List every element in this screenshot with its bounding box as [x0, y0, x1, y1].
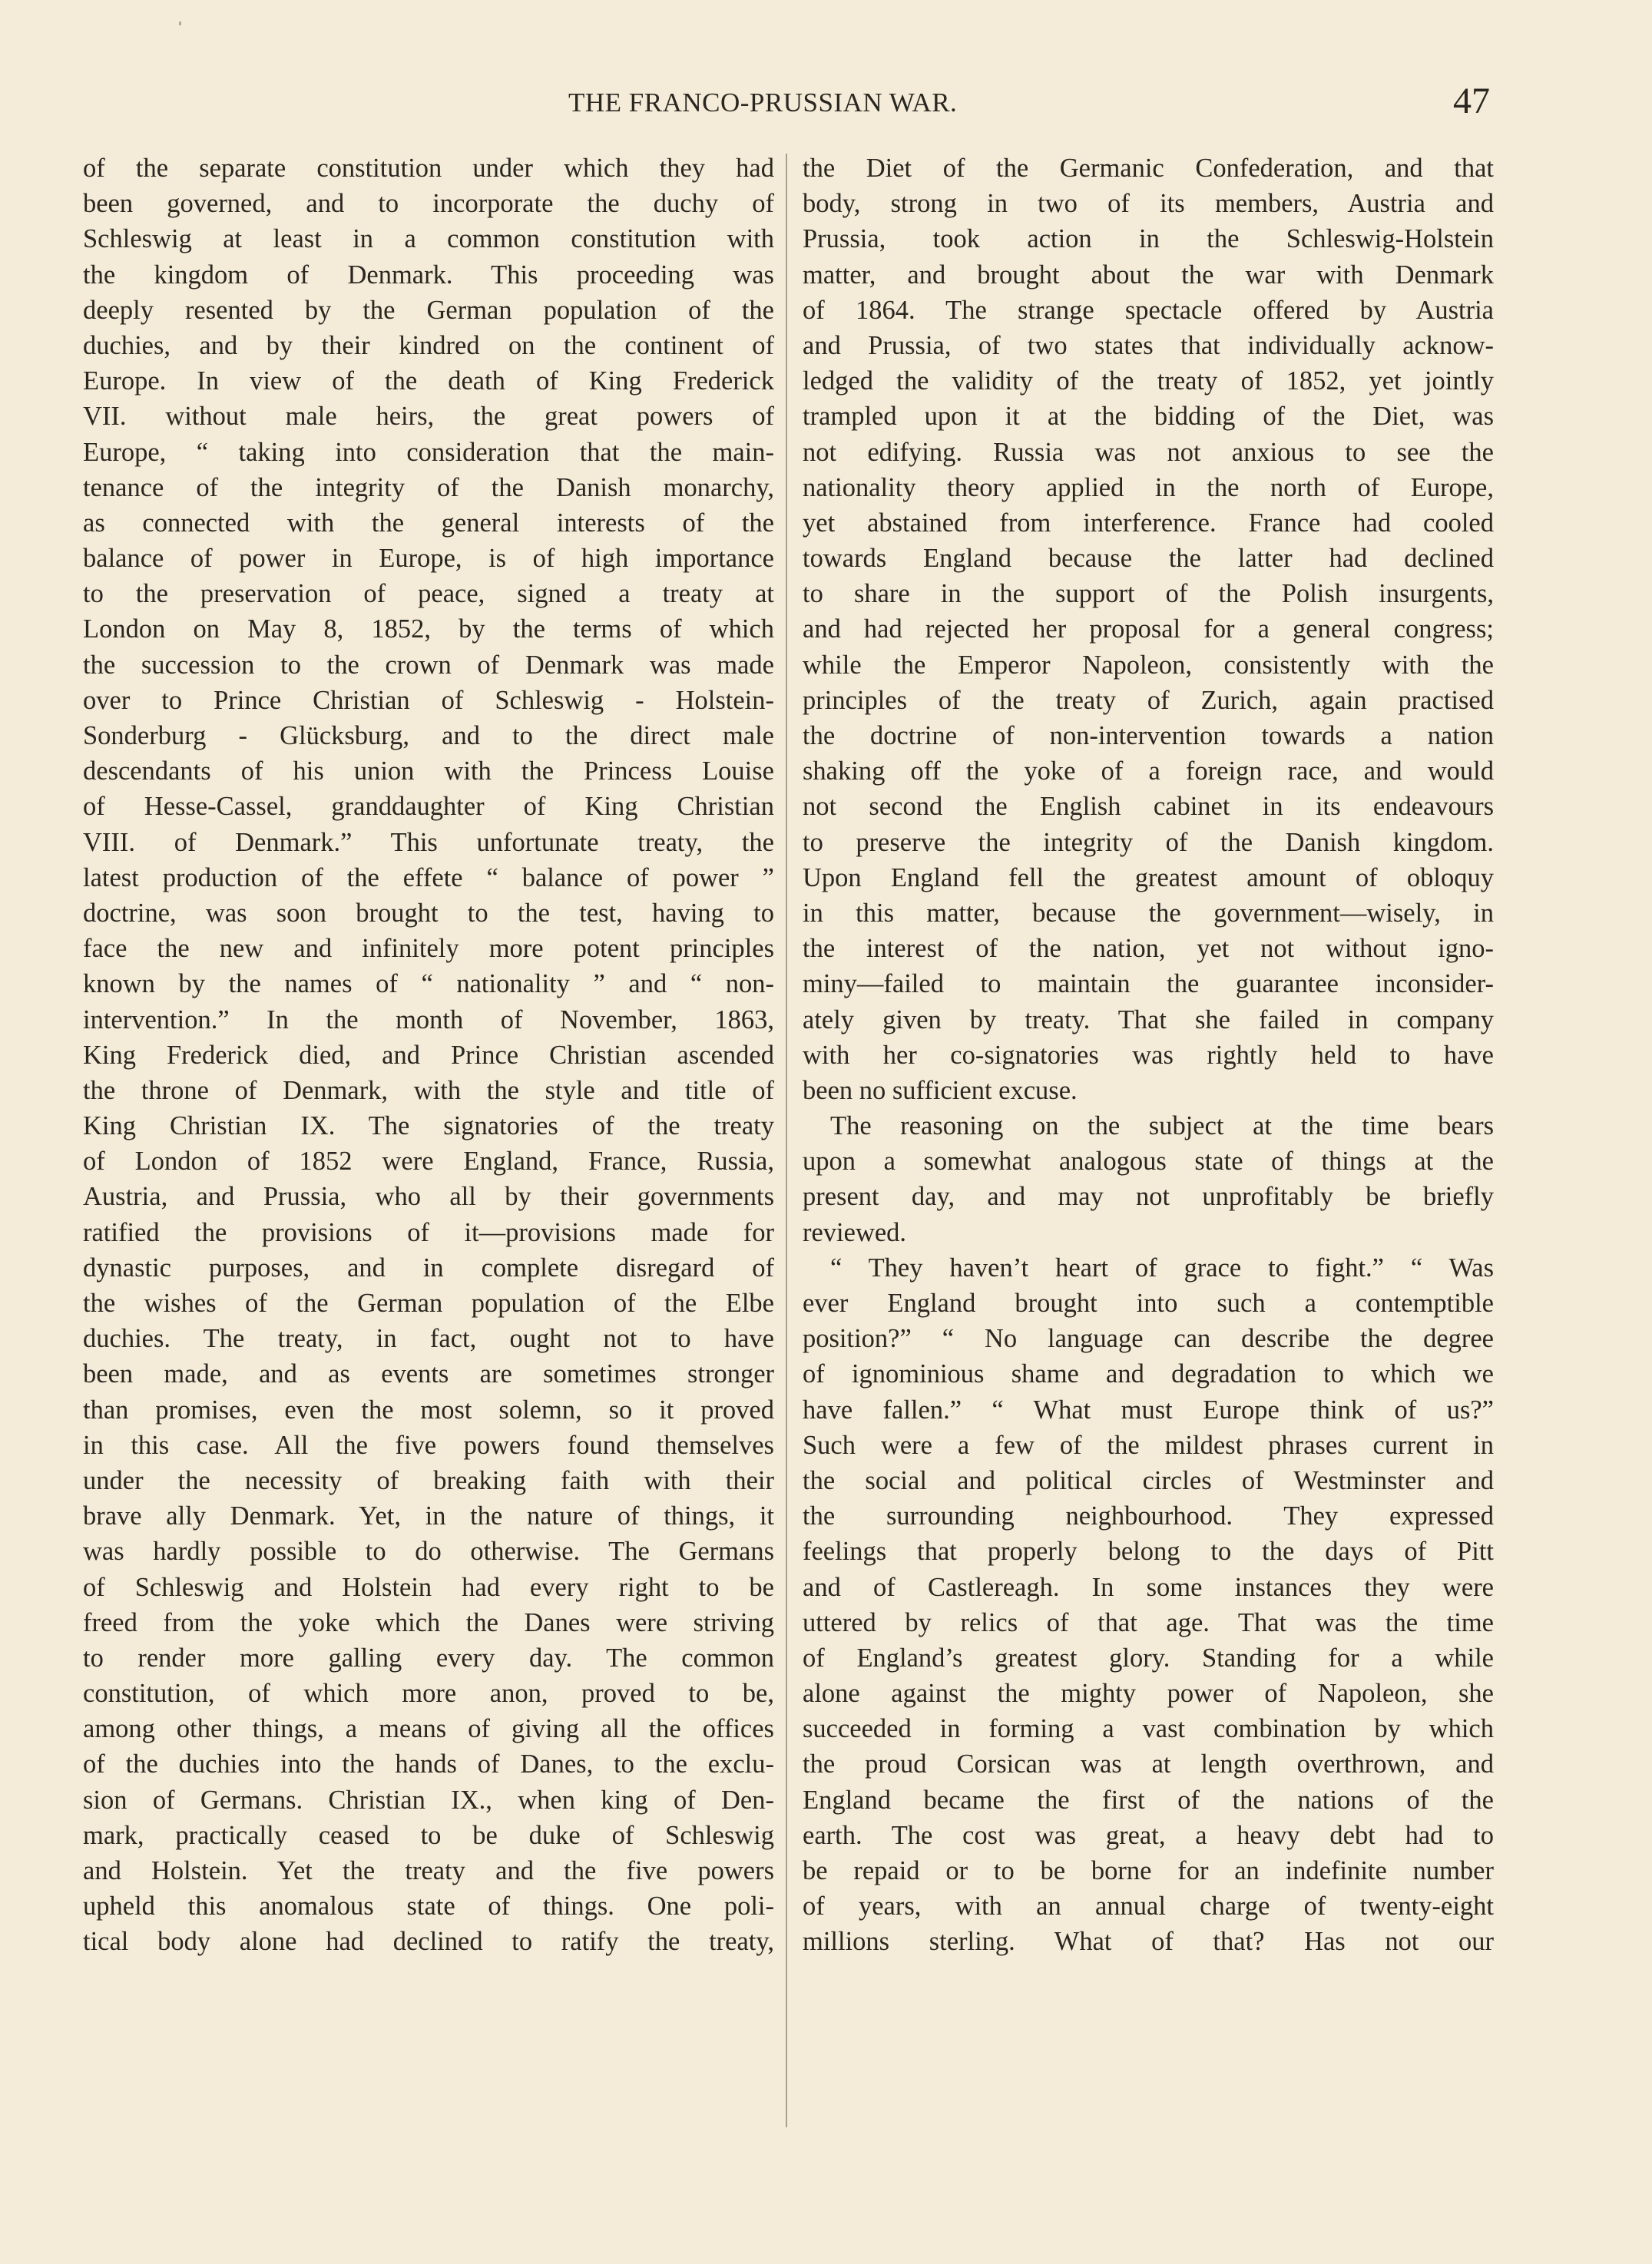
- text-line: Austria, and Prussia, who all by their governments: [83, 1182, 774, 1212]
- column-divider: [786, 154, 787, 2127]
- text-line: over to Prince Christian of Schleswig - Holstein-: [83, 685, 774, 715]
- text-line: to share in the support of the Polish insurgents,: [803, 579, 1494, 609]
- text-line: under the necessity of breaking faith with their: [83, 1465, 774, 1495]
- left-column: [83, 151, 774, 1960]
- text-line: and of Castlereagh. In some instances they were: [803, 1572, 1494, 1602]
- text-line: earth. The cost was great, a heavy debt had to: [803, 1820, 1494, 1850]
- text-line: body, strong in two of its members, Austria and: [803, 189, 1494, 219]
- text-line: yet abstained from interference. France had cooled: [803, 508, 1494, 538]
- text-line: of years, with an annual charge of twenty-eight: [803, 1892, 1494, 1921]
- text-line: as connected with the general interests of the: [83, 508, 774, 538]
- text-line: not second the English cabinet in its endeavours: [803, 792, 1494, 822]
- text-line: ledged the validity of the treaty of 1852, yet jointly: [803, 366, 1494, 396]
- text-line: not edifying. Russia was not anxious to see the: [803, 437, 1494, 467]
- text-line: the social and political circles of Westminster and: [803, 1465, 1494, 1495]
- text-line: was hardly possible to do otherwise. The Germans: [83, 1537, 774, 1567]
- text-line: of ignominious shame and degradation to which we: [803, 1359, 1494, 1389]
- text-line: the throne of Denmark, with the style and title of: [83, 1075, 774, 1105]
- text-line: nationality theory applied in the north of Europe,: [803, 472, 1494, 502]
- text-line: shaking off the yoke of a foreign race, and would: [803, 756, 1494, 786]
- text-line: ever England brought into such a contemptible: [803, 1289, 1494, 1318]
- text-line: been no sufficient excuse.: [803, 1075, 1078, 1105]
- text-line: to render more galling every day. The common: [83, 1643, 774, 1673]
- text-line: the proud Corsican was at length overthrown, and: [803, 1749, 1494, 1779]
- text-line: balance of power in Europe, is of high importance: [83, 544, 774, 574]
- text-line: tenance of the integrity of the Danish monarchy,: [83, 472, 774, 502]
- text-line: succeeded in forming a vast combination by which: [803, 1714, 1494, 1744]
- text-line: uttered by relics of that age. That was the time: [803, 1607, 1494, 1637]
- page-number: 47: [1453, 81, 1490, 121]
- text-line: King Christian IX. The signatories of the treaty: [83, 1111, 774, 1141]
- text-line: deeply resented by the German population of the: [83, 295, 774, 325]
- text-line: known by the names of “ nationality ” and “ non-: [83, 969, 774, 999]
- text-line: upon a somewhat analogous state of things at the: [803, 1147, 1494, 1177]
- text-line: alone against the mighty power of Napoleon, she: [803, 1679, 1494, 1709]
- text-line: be repaid or to be borne for an indefinite number: [803, 1856, 1494, 1885]
- running-head: [84, 83, 1490, 129]
- text-line: ately given by treaty. That she failed in company: [803, 1005, 1494, 1034]
- text-line: Schleswig at least in a common constitution with: [83, 224, 774, 254]
- text-line: intervention.” In the month of November, 1863,: [83, 1005, 774, 1034]
- text-line: of Schleswig and Holstein had every right to be: [83, 1572, 774, 1602]
- text-line: face the new and infinitely more potent principles: [83, 934, 774, 964]
- text-line: England became the first of the nations of the: [803, 1785, 1494, 1815]
- text-line: been made, and as events are sometimes stronger: [83, 1359, 774, 1389]
- text-line: of 1864. The strange spectacle offered by Austria: [803, 295, 1494, 325]
- running-title: THE FRANCO-PRUSSIAN WAR.: [568, 88, 958, 118]
- print-speck: [179, 22, 181, 25]
- text-line: constitution, of which more anon, proved to be,: [83, 1679, 774, 1709]
- text-line: position?” “ No language can describe the degree: [803, 1324, 1494, 1354]
- text-line: Europe. In view of the death of King Frederick: [83, 366, 774, 396]
- text-line: mark, practically ceased to be duke of Schleswig: [83, 1820, 774, 1850]
- text-line: reviewed.: [803, 1217, 907, 1247]
- text-line: while the Emperor Napoleon, consistently with the: [803, 650, 1494, 680]
- text-line: tical body alone had declined to ratify the treaty,: [83, 1927, 774, 1957]
- text-line: the wishes of the German population of the Elbe: [83, 1289, 774, 1318]
- text-line: and Prussia, of two states that individually acknow-: [803, 330, 1494, 360]
- text-line: doctrine, was soon brought to the test, having to: [83, 898, 774, 928]
- text-line: sion of Germans. Christian IX., when king of Den-: [83, 1785, 774, 1815]
- text-line: with her co-signatories was rightly held to have: [803, 1040, 1494, 1070]
- text-line: The reasoning on the subject at the time bears: [830, 1111, 1494, 1141]
- text-line: latest production of the effete “ balance of power ”: [83, 862, 774, 892]
- text-line: matter, and brought about the war with Denmark: [803, 260, 1494, 290]
- right-column: [803, 151, 1494, 1960]
- text-line: towards England because the latter had declined: [803, 544, 1494, 574]
- text-line: Sonderburg - Glücksburg, and to the direct male: [83, 721, 774, 750]
- text-line: the Diet of the Germanic Confederation, and that: [803, 154, 1494, 183]
- text-line: freed from the yoke which the Danes were striving: [83, 1607, 774, 1637]
- text-line: than promises, even the most solemn, so it proved: [83, 1395, 774, 1425]
- text-line: principles of the treaty of Zurich, again practised: [803, 685, 1494, 715]
- text-line: Upon England fell the greatest amount of obloquy: [803, 862, 1494, 892]
- text-line: the kingdom of Denmark. This proceeding was: [83, 260, 774, 290]
- text-line: VIII. of Denmark.” This unfortunate treaty, the: [83, 827, 774, 857]
- text-line: in this case. All the five powers found themselves: [83, 1430, 774, 1460]
- text-line: been governed, and to incorporate the duchy of: [83, 189, 774, 219]
- text-line: the surrounding neighbourhood. They expressed: [803, 1501, 1494, 1531]
- text-line: descendants of his union with the Princess Louise: [83, 756, 774, 786]
- text-line: Such were a few of the mildest phrases current in: [803, 1430, 1494, 1460]
- text-line: of the duchies into the hands of Danes, to the exclu-: [83, 1749, 774, 1779]
- text-line: brave ally Denmark. Yet, in the nature of things, it: [83, 1501, 774, 1531]
- text-line: VII. without male heirs, the great powers of: [83, 402, 774, 432]
- text-line: trampled upon it at the bidding of the Diet, was: [803, 402, 1494, 432]
- text-line: Europe, “ taking into consideration that the main-: [83, 437, 774, 467]
- text-line: miny—failed to maintain the guarantee inconsider-: [803, 969, 1494, 999]
- text-line: of London of 1852 were England, France, Russia,: [83, 1147, 774, 1177]
- text-line: present day, and may not unprofitably be briefly: [803, 1182, 1494, 1212]
- text-line: King Frederick died, and Prince Christian ascended: [83, 1040, 774, 1070]
- text-line: the succession to the crown of Denmark was made: [83, 650, 774, 680]
- text-line: Prussia, took action in the Schleswig-Holstein: [803, 224, 1494, 254]
- text-line: ratified the provisions of it—provisions made for: [83, 1217, 774, 1247]
- text-line: of the separate constitution under which they had: [83, 154, 774, 183]
- text-line: millions sterling. What of that? Has not our: [803, 1927, 1494, 1957]
- text-line: and had rejected her proposal for a general congress;: [803, 614, 1494, 644]
- text-line: have fallen.” “ What must Europe think of us?”: [803, 1395, 1494, 1425]
- text-line: in this matter, because the government—wisely, in: [803, 898, 1494, 928]
- text-line: of England’s greatest glory. Standing for a while: [803, 1643, 1494, 1673]
- text-line: dynastic purposes, and in complete disregard of: [83, 1253, 774, 1283]
- text-line: to preserve the integrity of the Danish kingdom.: [803, 827, 1494, 857]
- text-line: duchies. The treaty, in fact, ought not to have: [83, 1324, 774, 1354]
- text-line: upheld this anomalous state of things. One poli-: [83, 1892, 774, 1921]
- text-line: “ They haven’t heart of grace to fight.” “ Was: [830, 1253, 1494, 1283]
- text-line: of Hesse-Cassel, granddaughter of King Christian: [83, 792, 774, 822]
- text-line: among other things, a means of giving all the offices: [83, 1714, 774, 1744]
- text-line: the interest of the nation, yet not without igno-: [803, 934, 1494, 964]
- text-line: duchies, and by their kindred on the continent of: [83, 330, 774, 360]
- text-line: to the preservation of peace, signed a treaty at: [83, 579, 774, 609]
- text-line: London on May 8, 1852, by the terms of which: [83, 614, 774, 644]
- text-line: feelings that properly belong to the days of Pitt: [803, 1537, 1494, 1567]
- text-line: and Holstein. Yet the treaty and the five powers: [83, 1856, 774, 1885]
- text-line: the doctrine of non-intervention towards a nation: [803, 721, 1494, 750]
